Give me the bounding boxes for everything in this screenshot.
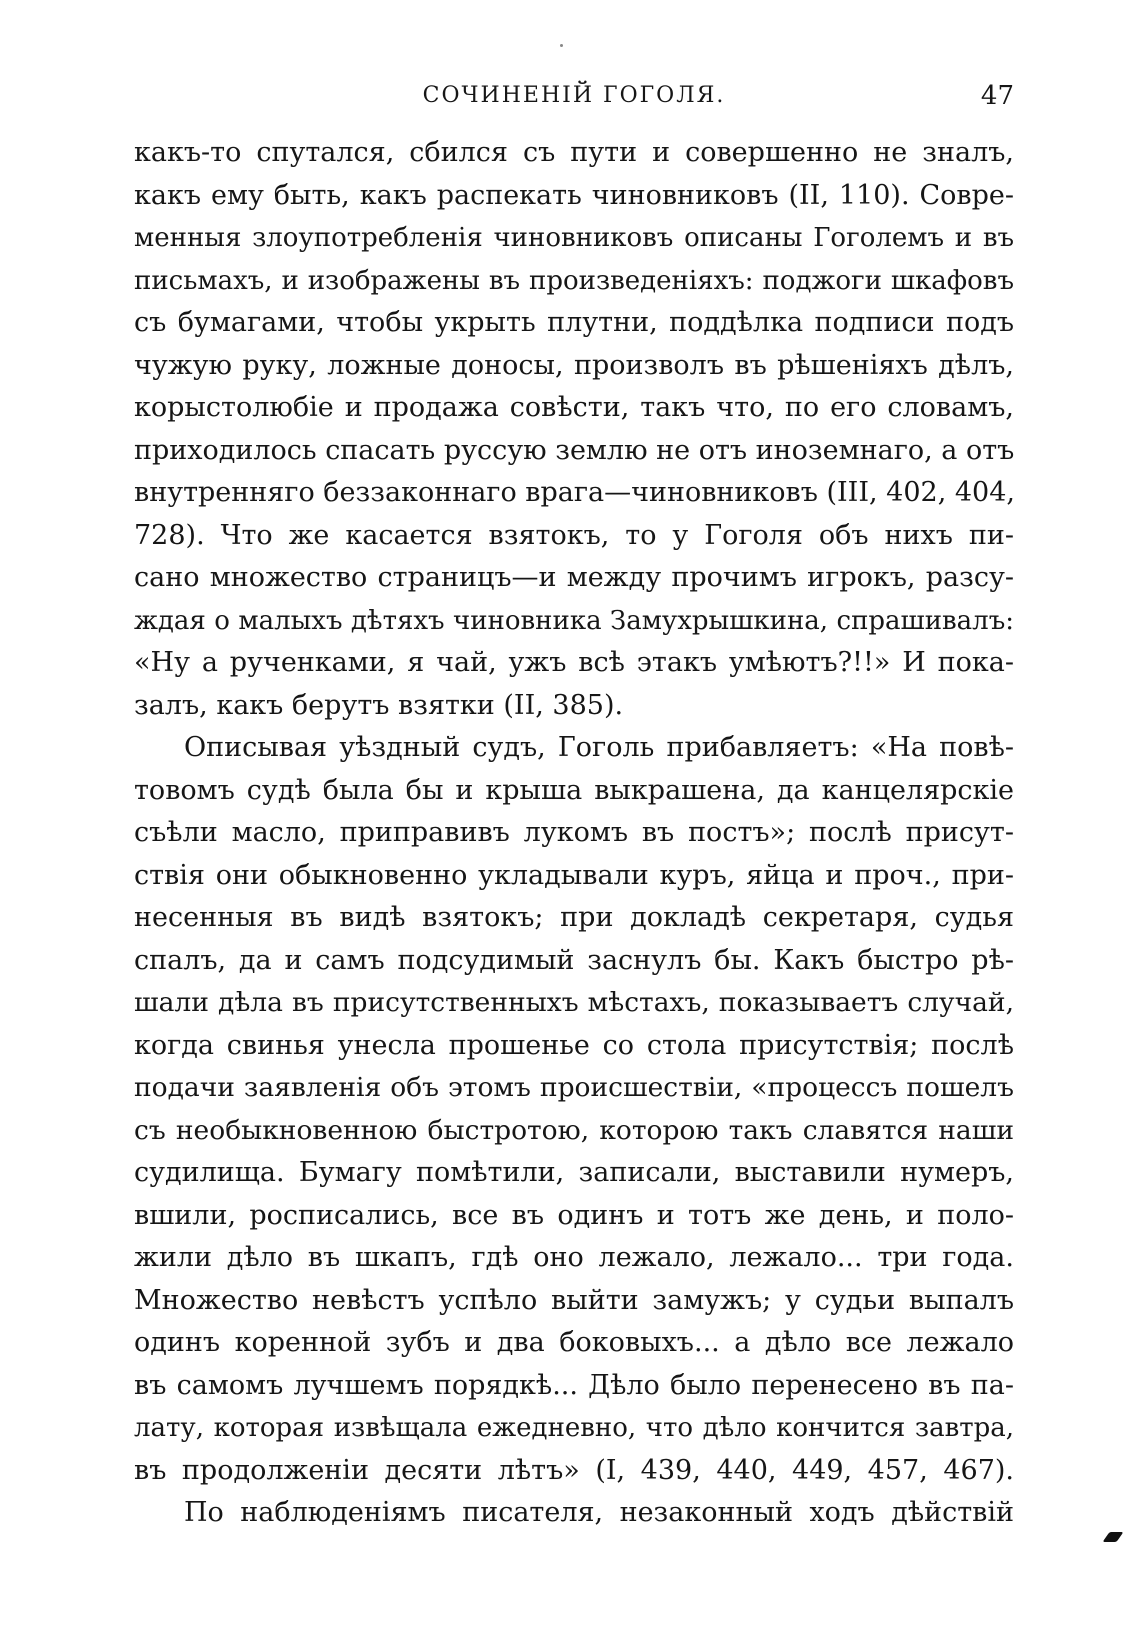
text-line: подачи заявленія объ этомъ происшествіи, «процессъ пошелъ xyxy=(134,1072,1014,1103)
text-line: въ самомъ лучшемъ порядкѣ... Дѣло было перенесено въ па- xyxy=(134,1369,1014,1401)
text-line: По наблюденіямъ писателя, незаконный ходъ дѣйствій xyxy=(184,1497,1014,1528)
text-line: чужую руку, ложные доносы, произволъ въ рѣшеніяхъ дѣлъ, xyxy=(134,349,1014,381)
ink-blot-mark xyxy=(1102,1532,1123,1542)
text-line: одинъ коренной зубъ и два боковыхъ... а дѣло все лежало xyxy=(134,1327,1014,1358)
text-line: какъ-то спутался, сбился съ пути и совершенно не зналъ, xyxy=(134,137,1014,168)
paragraph-2 xyxy=(134,727,1014,1492)
body-text xyxy=(134,132,1014,1535)
text-line: несенныя въ видѣ взятокъ; при докладѣ секретаря, судья xyxy=(134,902,1014,933)
text-line: менныя злоупотребленія чиновниковъ описаны Гоголемъ и въ xyxy=(134,223,1014,253)
text-line: «Ну а рученками, я чай, ужъ всѣ этакъ умѣютъ?!!» И пока- xyxy=(134,647,1014,678)
text-line: приходилось спасать руссую землю не отъ иноземнаго, а отъ xyxy=(134,434,1015,466)
text-line: Описывая уѣздный судъ, Гоголь прибавляетъ: «На повѣ- xyxy=(184,732,1014,763)
text-line: какъ ему быть, какъ распекать чиновниковъ (II, 110). Совре- xyxy=(134,179,1014,211)
text-line: внутренняго беззаконнаго врага—чиновниковъ (III, 402, 404, xyxy=(134,477,1015,508)
text-line: съ необыкновенною быстротою, которою такъ славятся наши xyxy=(134,1114,1014,1146)
text-line: спалъ, да и самъ подсудимый заснулъ бы. Какъ быстро рѣ- xyxy=(134,944,1014,976)
text-line: сано множество страницъ—и между прочимъ игрокъ, разсу- xyxy=(134,562,1014,593)
text-line: ствія они обыкновенно укладывали куръ, яйца и проч., при- xyxy=(134,859,1014,891)
text-line: корыстолюбіе и продажа совѣсти, такъ что, по его словамъ, xyxy=(134,392,1014,423)
text-line: когда свинья унесла прошенье со стола присутствія; послѣ xyxy=(134,1029,1014,1061)
text-line: лату, которая извѣщала ежедневно, что дѣло кончится завтра, xyxy=(134,1413,1014,1443)
print-speck xyxy=(560,44,563,47)
text-line: Множество невѣстъ успѣло выйти замужъ; у судьи выпалъ xyxy=(134,1284,1014,1316)
paragraph-1 xyxy=(134,132,1014,727)
text-line: жили дѣло въ шкапъ, гдѣ оно лежало, лежало... три года. xyxy=(134,1242,1014,1273)
text-line: ждая о малыхъ дѣтяхъ чиновника Замухрышкина, спрашивалъ: xyxy=(134,605,1014,636)
text-line: 728). Что же касается взятокъ, то у Гоголя объ нихъ пи- xyxy=(134,519,1014,551)
text-line: судилища. Бумагу помѣтили, записали, выставили нумеръ, xyxy=(134,1157,1014,1188)
text-line: залъ, какъ берутъ взятки (II, 385). xyxy=(134,689,624,721)
running-head xyxy=(134,78,1014,114)
text-line: въ продолженіи десяти лѣтъ» (I, 439, 440, 449, 457, 467). xyxy=(134,1454,1014,1486)
text-line: шали дѣла въ присутственныхъ мѣстахъ, показываетъ случай, xyxy=(134,987,1014,1018)
paragraph-3 xyxy=(134,1492,1014,1535)
text-line: товомъ судѣ была бы и крыша выкрашена, да канцелярскіе xyxy=(134,774,1014,806)
page-number: 47 xyxy=(980,81,1014,111)
text-line: съ бумагами, чтобы укрыть плутни, поддѣлка подписи подъ xyxy=(134,307,1014,338)
text-line: вшили, росписались, все въ одинъ и тотъ же день, и поло- xyxy=(134,1199,1014,1231)
running-title: СОЧИНЕНІЙ ГОГОЛЯ. xyxy=(422,83,726,108)
text-line: съѣли масло, приправивъ лукомъ въ постъ»; послѣ присут- xyxy=(134,817,1014,848)
text-line: письмахъ, и изображены въ произведеніяхъ: поджоги шкафовъ xyxy=(134,265,1014,296)
